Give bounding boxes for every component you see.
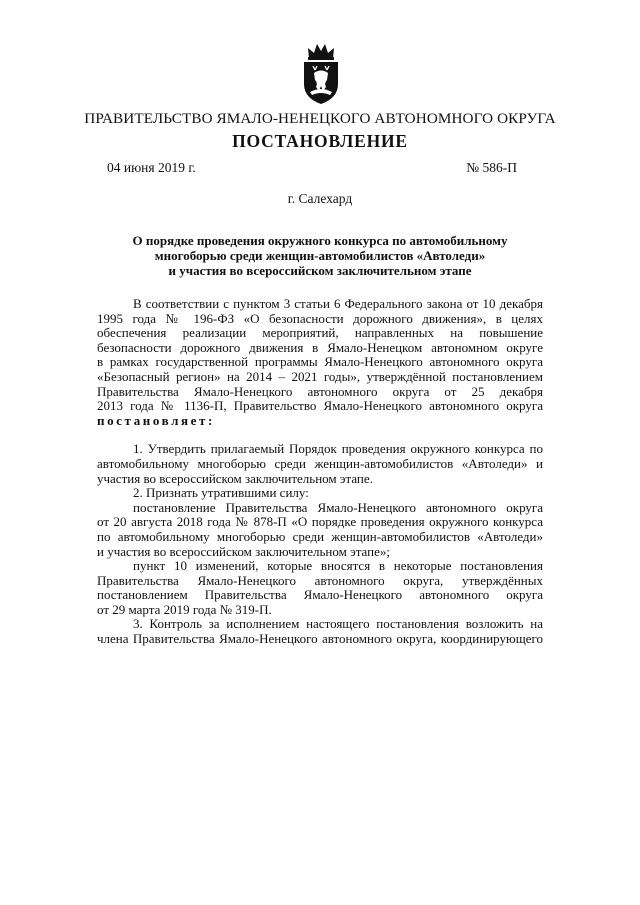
body-line: Правительства Ямало-Ненецкого автономного округа, утверждённых <box>97 572 543 588</box>
body-line: участия во всероссийском заключительном этапе. <box>97 470 373 486</box>
body-line: от 29 марта 2019 года № 319-П. <box>97 601 272 617</box>
title-line: многоборью среди женщин-автомобилистов «Автоледи» <box>154 248 486 263</box>
document-number: № 586-П <box>466 160 517 175</box>
body-line: автомобильному многоборью среди женщин-автомобилистов «Автоледи» и <box>97 455 543 471</box>
body-line: 2013 года № 1136-П, Правительство Ямало-Ненецкого автономного округа <box>97 398 543 414</box>
title-line: и участия во всероссийском заключительном этапе <box>168 263 472 278</box>
body-line: и участия во всероссийском заключительном этапе»; <box>97 543 390 559</box>
body-line <box>97 414 543 429</box>
body-line: в рамках государственной программы Ямало-Ненецкого автономного округа <box>97 354 543 370</box>
body-line: Правительства Ямало-Ненецкого автономного округа от 25 декабря <box>97 383 543 399</box>
body-line: постановлением Правительства Ямало-Ненецкого автономного округа <box>97 587 543 603</box>
document-city: г. Салехард <box>287 191 353 206</box>
document-date: 04 июня 2019 г. <box>107 160 196 175</box>
resolves-word: постановляет: <box>97 412 215 428</box>
body-line: обеспечения реализации мероприятий, направленных на повышение <box>97 325 543 341</box>
organization-name: ПРАВИТЕЛЬСТВО ЯМАЛО-НЕНЕЦКОГО АВТОНОМНОГО ОКРУГА <box>84 110 556 127</box>
title-line: О порядке проведения окружного конкурса по автомобильному <box>132 233 508 248</box>
body-line: 1. Утвердить прилагаемый Порядок проведения окружного конкурса по <box>133 441 543 457</box>
body-line: по автомобильному многоборью среди женщин-автомобилистов «Автоледи» <box>97 528 543 544</box>
coat-of-arms-icon <box>300 40 342 106</box>
body-line: 1995 года № 196-ФЗ «О безопасности дорожного движения», в целях <box>97 310 543 326</box>
body-line: от 20 августа 2018 года № 878-П «О порядке проведения окружного конкурса <box>97 514 543 530</box>
body-line: постановление Правительства Ямало-Ненецкого автономного округа <box>133 499 543 515</box>
document-body <box>97 297 543 647</box>
body-line: 3. Контроль за исполнением настоящего постановления возложить на <box>133 616 543 632</box>
body-line: «Безопасный регион» на 2014 – 2021 годы», утверждённой постановлением <box>97 368 543 384</box>
body-line: члена Правительства Ямало-Ненецкого автономного округа, координирующего <box>97 631 543 647</box>
body-line: В соответствии с пунктом 3 статьи 6 Федерального закона от 10 декабря <box>133 296 543 311</box>
body-line: пункт 10 изменений, которые вносятся в некоторые постановления <box>133 558 543 574</box>
body-line: 2. Признать утратившими силу: <box>133 485 309 501</box>
body-line: безопасности дорожного движения в Ямало-Ненецком автономном округе <box>97 339 543 355</box>
document-title <box>100 233 540 278</box>
document-type: ПОСТАНОВЛЕНИЕ <box>232 131 408 151</box>
